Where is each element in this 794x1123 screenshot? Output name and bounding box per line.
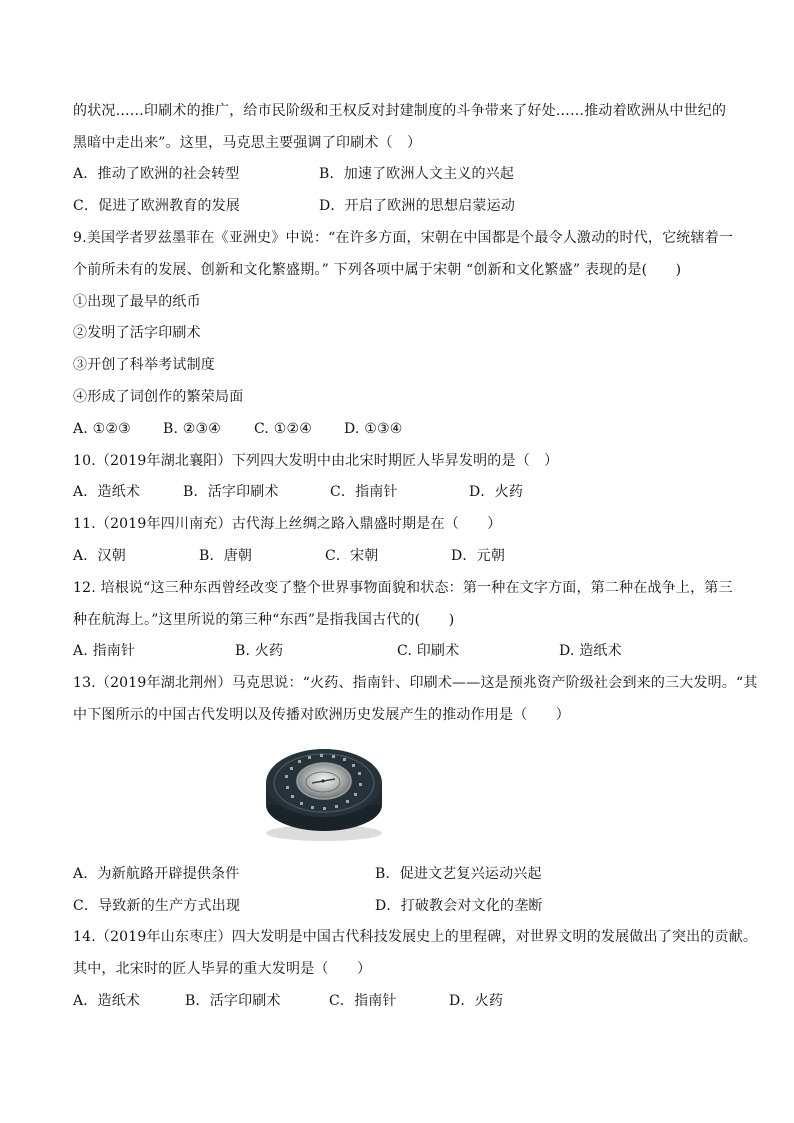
q12-option-b[interactable]: B. 火药 [235,643,284,659]
q11-option-a[interactable]: A．汉朝 [73,548,126,564]
q9-item-1: ①出现了最早的纸币 [73,294,201,310]
q14-stem-line-2: 其中，北宋时的匠人毕昇的重大发明是（ ） [73,961,372,977]
compass-pivot [321,779,324,782]
q11-option-c[interactable]: C．宋朝 [325,548,379,564]
q9-option-d[interactable]: D. ①③④ [344,421,403,437]
q8-option-d[interactable]: D．开启了欧洲的思想启蒙运动 [319,198,516,214]
q9-item-3: ③开创了科举考试制度 [73,357,215,373]
q8-option-b[interactable]: B．加速了欧洲人文主义的兴起 [319,166,515,182]
q14-option-b[interactable]: B．活字印刷术 [185,993,281,1009]
q11-option-d[interactable]: D．元朝 [451,548,506,564]
q14-option-c[interactable]: C．指南针 [329,993,397,1009]
q9-stem-line-1: 9.美国学者罗兹墨菲在《亚洲史》中说：“在许多方面，宋朝在中国都是个最令人激动的时代，它统辖着一 [73,230,734,246]
q10-option-c[interactable]: C．指南针 [330,484,398,500]
q14-option-d[interactable]: D．火药 [449,993,504,1009]
q13-stem-line-2: 中下图所示的中国古代发明以及传播对欧洲历史发展产生的推动作用是（ ） [73,707,570,723]
q8-option-c[interactable]: C．促进了欧洲教育的发展 [73,198,241,214]
q8-option-a[interactable]: A．推动了欧洲的社会转型 [73,166,240,182]
q13-option-d[interactable]: D．打破教会对文化的垄断 [375,898,543,914]
q12-option-c[interactable]: C. 印刷术 [397,643,460,659]
q9-option-a[interactable]: A. ①②③ [73,421,131,437]
q14-option-a[interactable]: A．造纸术 [73,993,141,1009]
q10-option-d[interactable]: D．火药 [469,484,524,500]
q13-option-c[interactable]: C．导致新的生产方式出现 [73,898,241,914]
q11-option-b[interactable]: B．唐朝 [199,548,253,564]
q9-option-b[interactable]: B. ②③④ [163,421,222,437]
q14-stem-line-1: 14.（2019年山东枣庄）四大发明是中国古代科技发展史上的里程碑，对世界文明的发展做出了突出的贡献。 [73,929,758,945]
q13-stem-line-1: 13.（2019年湖北荆州）马克思说：“火药、指南针、印刷术——这是预兆资产阶级社会到来的三大发明。“其 [73,675,758,691]
q12-option-a[interactable]: A. 指南针 [73,643,136,659]
q10-option-a[interactable]: A．造纸术 [73,484,141,500]
q10-option-b[interactable]: B．活字印刷术 [183,484,279,500]
q10-stem: 10.（2019年湖北襄阳）下列四大发明中由北宋时期匠人毕昇发明的是（ ） [73,453,559,469]
q12-option-d[interactable]: D. 造纸术 [559,643,622,659]
q12-stem-line-2: 种在航海上。”这里所说的第三种“东西”是指我国古代的( ) [73,612,455,628]
compass-image [260,737,388,843]
q9-stem-line-2: 个前所未有的发展、创新和文化繁盛期。” 下列各项中属于宋朝 “创新和文化繁盛” 表现的是( ) [73,262,682,278]
q8-stem-line-1: 的状况……印刷术的推广，给市民阶级和王权反对封建制度的斗争带来了好处……推动着欧洲从中世纪的 [73,103,727,119]
q9-item-2: ②发明了活字印刷术 [73,325,201,341]
q9-option-c[interactable]: C. ①②④ [254,421,312,437]
q8-stem-line-2: 黑暗中走出来”。这里，马克思主要强调了印刷术（ ） [73,135,422,151]
q12-stem-line-1: 12. 培根说“这三种东西曾经改变了整个世界事物面貌和状态：第一种在文字方面，第二种在战争上，第三 [73,580,733,596]
q13-option-a[interactable]: A．为新航路开辟提供条件 [73,866,240,882]
q11-stem: 11.（2019年四川南充）古代海上丝绸之路入鼎盛时期是在（ ） [73,516,502,532]
q13-option-b[interactable]: B．促进文艺复兴运动兴起 [375,866,542,882]
q9-item-4: ④形成了词创作的繁荣局面 [73,389,244,405]
